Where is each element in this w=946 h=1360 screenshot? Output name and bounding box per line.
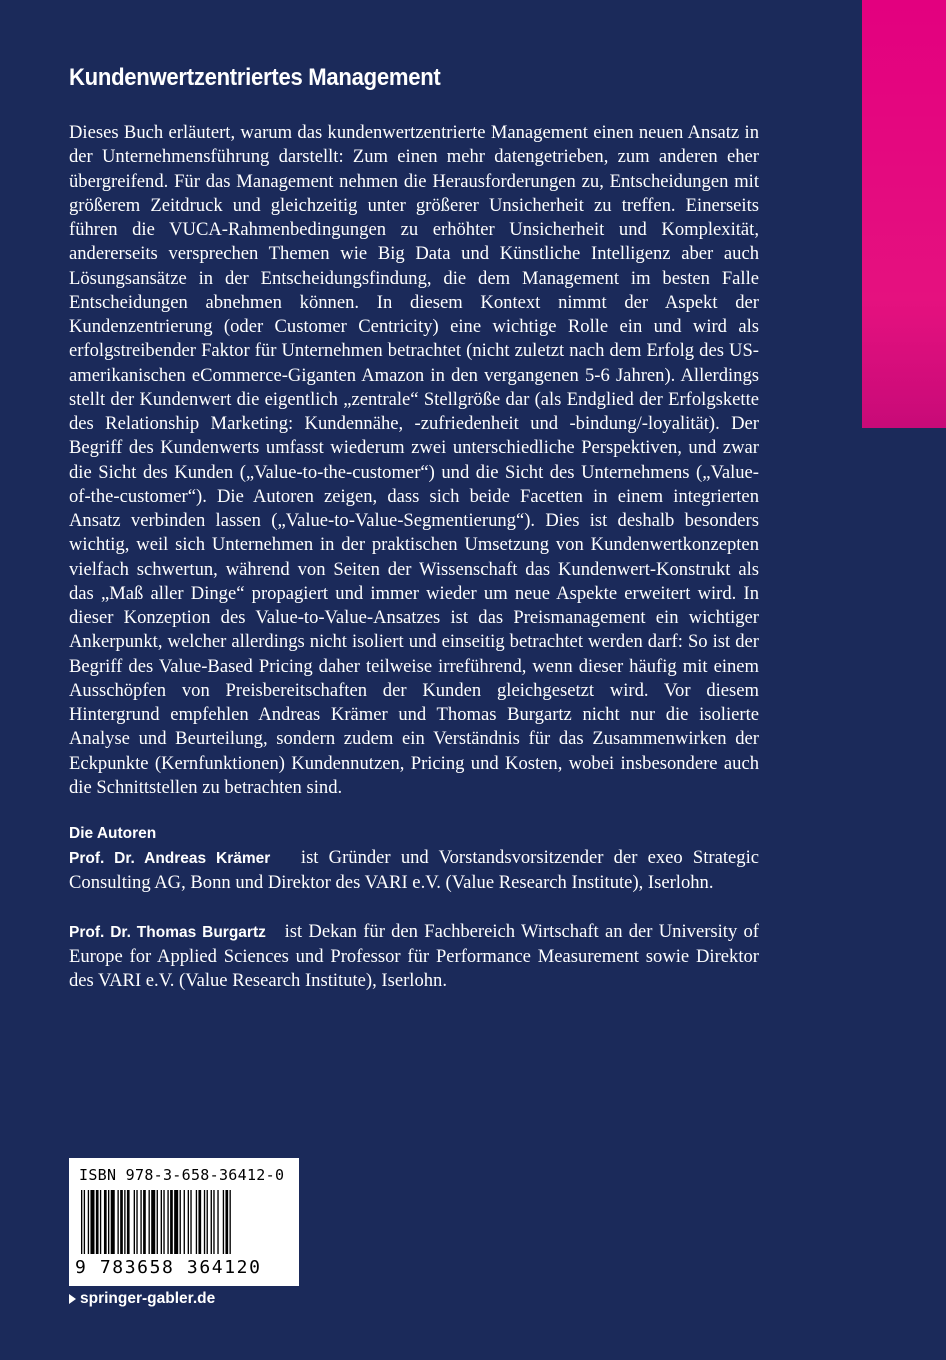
author-name: Prof. Dr. Andreas Krämer [69,850,271,867]
book-description: Dieses Buch erläutert, warum das kundenwertzentrierte Management einen neuen Ansatz in der Unternehmensführung darstellt: Zum einen mehr datengetrieben, zum anderen eher übergreifend. Für das Management nehmen die Herausforderungen zu, Entscheidungen mit größerem Zeitdruck und gleichzeitig unter größerer Unsicherheit zu treffen. Einerseits führen die VUCA-Rahmenbedingungen zu erhöhter Unsicherheit und Komplexität, andererseits versprechen Themen wie Big Data und Künstliche Intelligenz aber auch Lösungsansätze in der Entscheidungsfindung, die dem Management im besten Falle Entscheidungen abnehmen können. In diesem Kontext nimmt der Aspekt der Kundenzentrierung (oder Customer Centricity) eine wichtige Rolle ein und wird als erfolgstreibender Faktor für Unternehmen betrachtet (nicht zuletzt nach dem Erfolg des US-amerikanischen eCommerce-Giganten Amazon in den vergangenen 5-6 Jahren). Allerdings stellt der Kundenwert die eigentlich „zentrale“ Stellgröße dar (als Endglied der Erfolgskette des Relationship Marketing: Kundennähe, -zufriedenheit und -bindung/-loyalität). Der Begriff des Kundenwerts umfasst wiederum zwei unterschiedliche Perspektiven, und zwar die Sicht des Kunden („Value-to-the-customer“) und die Sicht des Unternehmens („Value-of-the-customer“). Die Autoren zeigen, dass sich beide Facetten in einem integrierten Ansatz verbinden lassen („Value-to-Value-Segmentierung“). Dies ist deshalb besonders wichtig, weil sich Unternehmen in der praktischen Umsetzung von Kundenwertkonzepten vielfach schwertun, während von Seiten der Wissenschaft das Kundenwert-Konstrukt als das „Maß aller Dinge“ propagiert und immer wieder um neue Aspekte erweitert wird. In dieser Konzeption des Value-to-Value-Ansatzes ist das Preismanagement ein wichtiger Ankerpunkt, welcher allerdings nicht isoliert und einseitig betrachtet werden darf: So ist der Begriff des Value-Based Pricing daher teilweise irreführend, wenn dieser häufig mit einem Ausschöpfen von Preisbereitschaften der Kunden gleichgesetzt wird. Vor diesem Hintergrund empfehlen Andreas Krämer und Thomas Burgartz nicht nur die isolierte Analyse und Beurteilung, sondern zudem ein Verständnis für das Zusammenwirken der Eckpunkte (Kernfunktionen) Kundennutzen, Pricing und Kosten, wobei insbesondere auch die Schnittstellen zu betrachten sind. [69,122,759,798]
publisher-link[interactable] [69,1290,215,1308]
author-entry [69,920,759,994]
book-title: Kundenwertzentriertes Management [69,64,441,91]
author-bio: ist Dekan für den Fachbereich Wirtschaft an der University of Europe for Applied Sciences und Professor für Performance Measurement sowie Direktor des VARI e.V. (Value Research Institute), Iserlohn. [69,920,759,991]
authors-heading: Die Autoren [69,825,157,842]
publisher-url[interactable]: springer-gabler.de [80,1290,216,1307]
arrow-right-icon [69,1294,76,1304]
isbn-barcode [69,1158,299,1286]
author-entry [69,846,759,896]
barcode-icon [79,1190,289,1256]
isbn-label: ISBN 978-3-658-36412-0 [79,1166,285,1184]
accent-bar [862,0,946,428]
barcode-digits: 9 783658 364120 [75,1257,262,1278]
author-name: Prof. Dr. Thomas Burgartz [69,923,266,941]
back-cover-content [69,62,759,993]
author-bio: ist Gründer und Vorstandsvorsitzender der exeo Strategic Consulting AG, Bonn und Direktor des VARI e.V. (Value Research Institute), Iserlohn. [69,847,760,894]
